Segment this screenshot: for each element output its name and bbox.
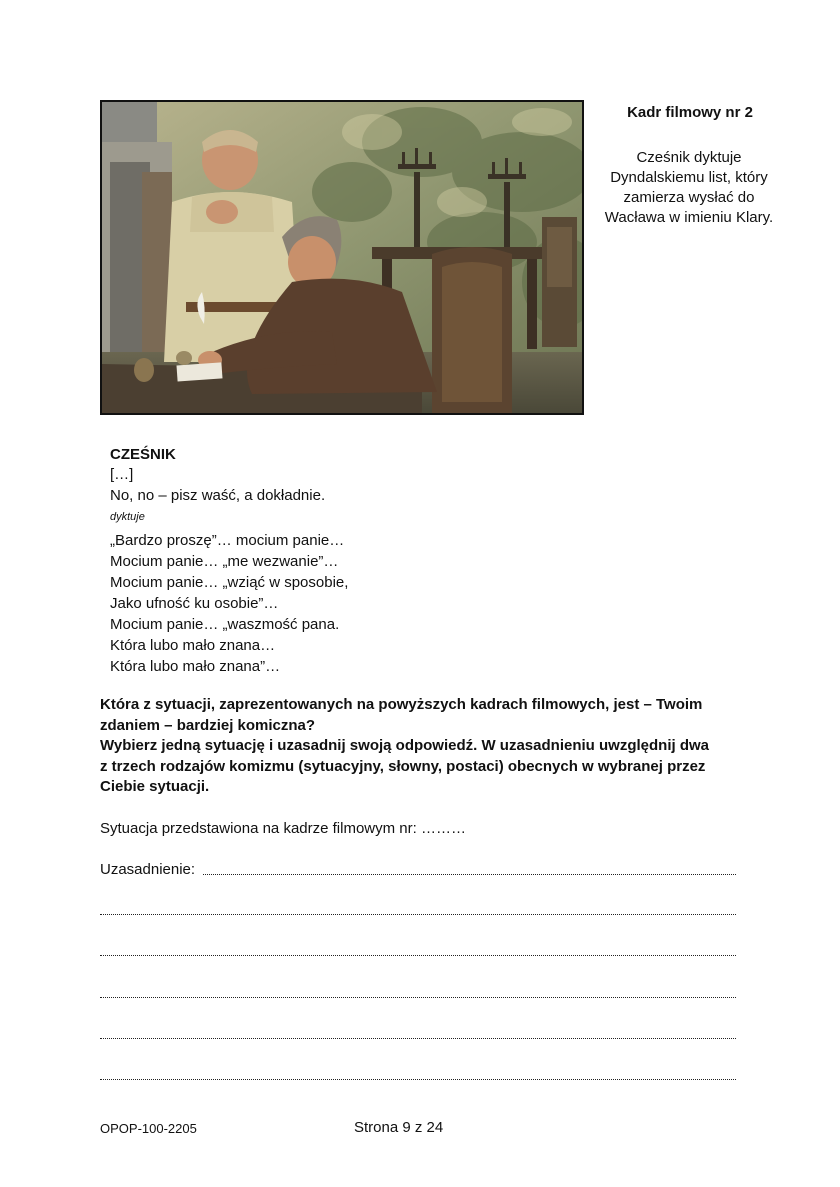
answer-line-blank[interactable] [100,1038,736,1039]
dialogue-line: […] [110,466,134,483]
film-still-image [100,100,584,415]
page-number: Strona 9 z 24 [354,1119,444,1136]
frame-description: Cześnik dyktuje Dyndalskiemu list, który zamierza wysłać do Wacława w imieniu Klary. [604,149,774,226]
film-still-illustration [102,102,582,413]
dialogue-line: Która lubo mało znana”… [110,658,281,675]
justification-label: Uzasadnienie: [100,861,196,878]
dialogue-line: Jako ufność ku osobie”… [110,595,279,612]
dialogue-line: Mocium panie… „waszmość pana. [110,616,340,633]
dialogue-line: „Bardzo proszę”… mocium panie… [110,532,345,549]
speaker-name: CZEŚNIK [110,446,176,463]
exam-code: OPOP-100-2205 [100,1121,197,1136]
answer-line-blank[interactable] [100,997,736,998]
dialogue-line: Mocium panie… „me wezwanie”… [110,553,339,570]
task-question [100,695,750,798]
dialogue-line: Która lubo mało znana… [110,637,276,654]
answer-line-blank[interactable] [203,874,736,875]
question-line: Która z sytuacji, zaprezentowanych na powyższych kadrach filmowych, jest – Twoim [100,696,703,713]
situation-label: Sytuacja przedstawiona na kadrze filmowym nr: [100,820,417,837]
answer-line-blank[interactable] [100,955,736,956]
question-line: Ciebie sytuacji. [100,778,210,795]
answer-line-blank[interactable] [100,914,736,915]
situation-answer-row [100,820,466,837]
question-line: z trzech rodzajów komizmu (sytuacyjny, słowny, postaci) obecnych w wybranej przez [100,757,706,775]
stage-direction: dyktuje [110,511,145,523]
dialogue-line: No, no – pisz waść, a dokładnie. [110,487,326,504]
situation-blank[interactable]: ……… [420,820,466,837]
question-line: Wybierz jedną sytuację i uzasadnij swoją odpowiedź. W uzasadnieniu uwzględnij dwa [100,737,709,754]
question-line: zdaniem – bardziej komiczna? [100,716,316,734]
answer-line-blank[interactable] [100,1079,736,1080]
frame-title: Kadr filmowy nr 2 [627,104,753,121]
dialogue-line: Mocium panie… „wziąć w sposobie, [110,574,349,591]
